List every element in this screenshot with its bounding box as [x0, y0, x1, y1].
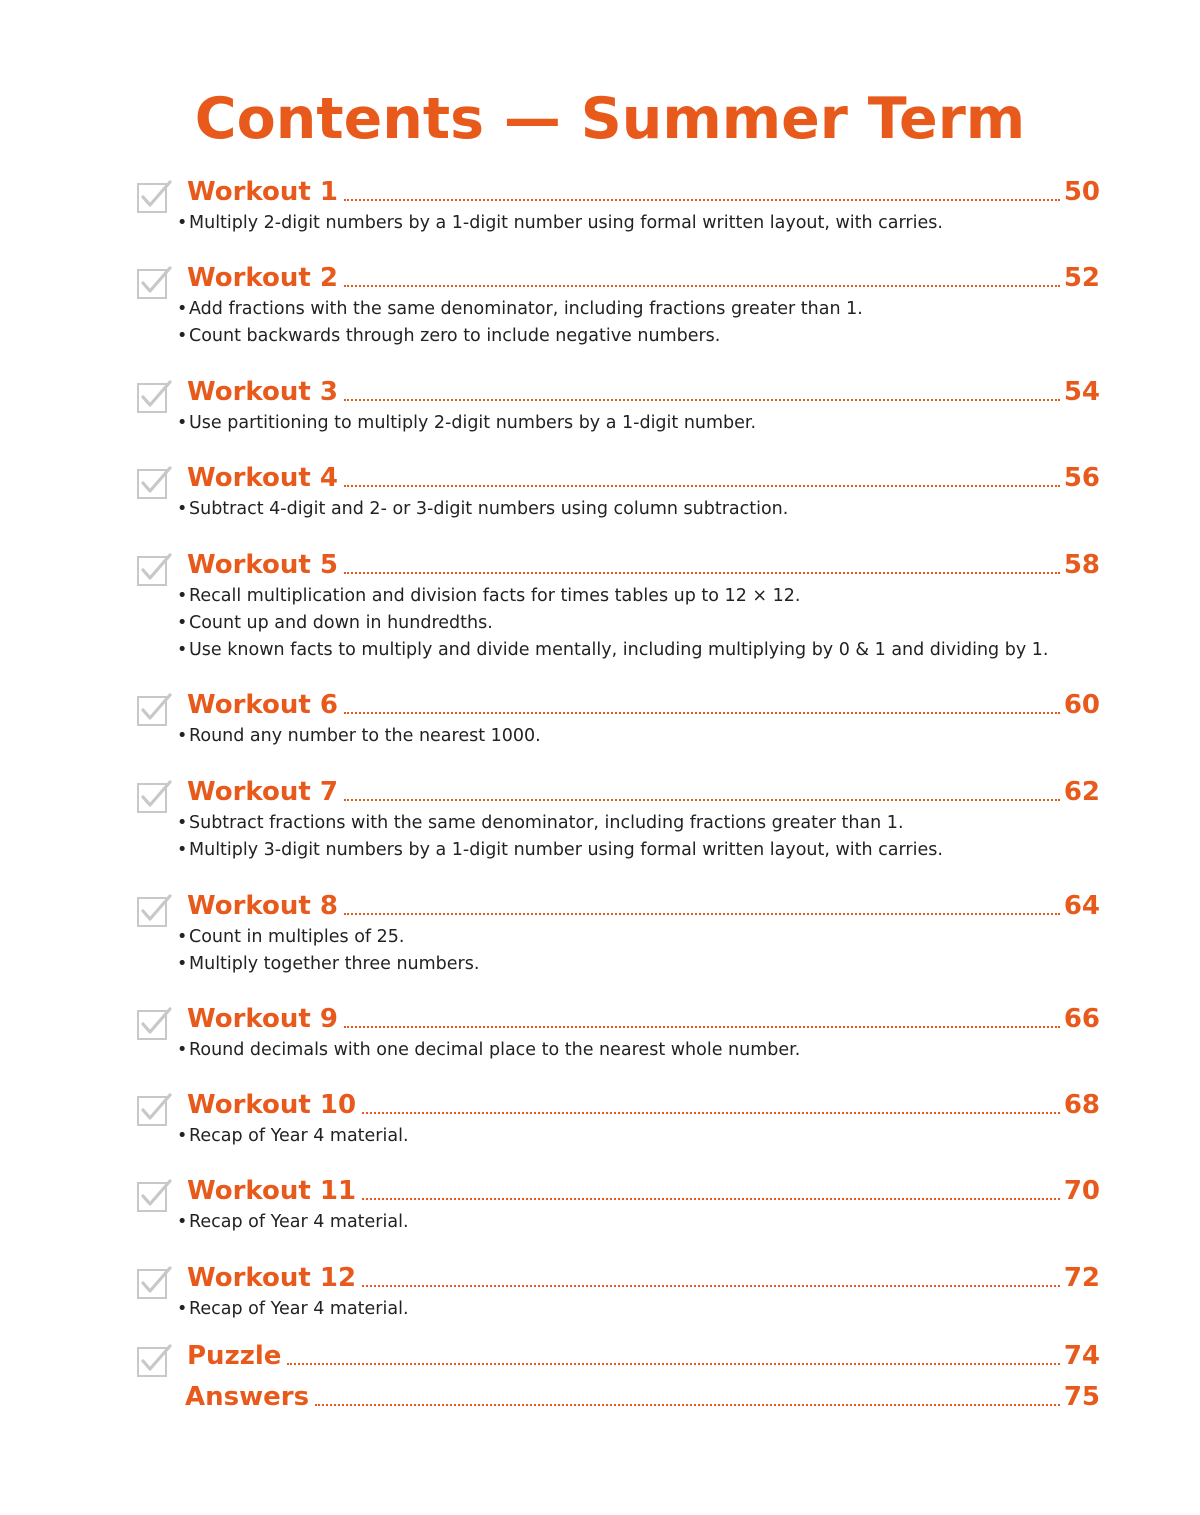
toc-objective-text: Multiply 2-digit numbers by a 1-digit number using formal written layout, with carries.: [189, 213, 943, 233]
toc-objective-text: Recap of Year 4 material.: [189, 1126, 409, 1146]
toc-page-number: 62: [1063, 777, 1100, 807]
toc-page-number: 66: [1063, 1004, 1100, 1034]
toc-objective-item: [177, 1209, 409, 1236]
toc-objective-text: Round decimals with one decimal place to the nearest whole number.: [189, 1040, 801, 1060]
toc-heading-label: Workout 3: [187, 377, 338, 407]
toc-objective-text: Multiply together three numbers.: [189, 954, 480, 974]
toc-page-number: 58: [1063, 550, 1100, 580]
bullet-icon: •: [177, 1126, 188, 1146]
toc-heading-row[interactable]: [187, 1256, 1100, 1294]
toc-objective-item: [177, 210, 943, 237]
toc-heading-row[interactable]: [187, 1334, 1100, 1372]
checkbox-tick-icon[interactable]: [137, 466, 171, 500]
toc-heading-row[interactable]: [187, 456, 1100, 494]
toc-heading-row[interactable]: [187, 1083, 1100, 1121]
bullet-icon: •: [177, 726, 188, 746]
checkbox-tick-icon[interactable]: [137, 1179, 171, 1213]
toc-objectives-list: [177, 210, 943, 237]
dot-leader: [344, 572, 1060, 574]
checkbox-tick-icon[interactable]: [137, 894, 171, 928]
toc-objective-text: Subtract 4-digit and 2- or 3-digit numbers using column subtraction.: [189, 499, 789, 519]
bullet-icon: •: [177, 586, 188, 606]
checkbox-tick-icon[interactable]: [137, 380, 171, 414]
bullet-icon: •: [177, 499, 188, 519]
toc-page-number: 72: [1063, 1263, 1100, 1293]
bullet-icon: •: [177, 1040, 188, 1060]
checkbox-tick-icon[interactable]: [137, 780, 171, 814]
toc-heading-label: Workout 6: [187, 690, 338, 720]
toc-objective-item: [177, 323, 863, 350]
toc-page-number: 68: [1063, 1090, 1100, 1120]
page-title: Contents — Summer Term: [194, 86, 1026, 152]
toc-heading-label: Workout 2: [187, 263, 338, 293]
bullet-icon: •: [177, 813, 188, 833]
dot-leader: [344, 1026, 1060, 1028]
toc-objectives-list: [177, 924, 479, 978]
bullet-icon: •: [177, 640, 188, 660]
dot-leader: [362, 1285, 1060, 1287]
toc-objective-item: [177, 583, 1048, 610]
toc-objectives-list: [177, 583, 1048, 664]
toc-objectives-list: [177, 296, 863, 350]
toc-objective-text: Use partitioning to multiply 2-digit numbers by a 1-digit number.: [189, 413, 757, 433]
toc-page-number: 74: [1063, 1341, 1100, 1371]
toc-objectives-list: [177, 1296, 409, 1323]
bullet-icon: •: [177, 326, 188, 346]
dot-leader: [362, 1112, 1060, 1114]
checkbox-tick-icon[interactable]: [137, 1007, 171, 1041]
toc-heading-label: Workout 12: [187, 1263, 357, 1293]
toc-heading-row[interactable]: [187, 370, 1100, 408]
toc-objective-item: [177, 1123, 409, 1150]
toc-page-number: 64: [1063, 891, 1100, 921]
toc-objectives-list: [177, 810, 943, 864]
toc-heading-label: Workout 8: [187, 891, 338, 921]
dot-leader: [344, 799, 1060, 801]
dot-leader: [344, 399, 1060, 401]
dot-leader: [362, 1198, 1060, 1200]
checkbox-tick-icon[interactable]: [137, 1093, 171, 1127]
toc-objective-item: [177, 496, 788, 523]
toc-objective-text: Recall multiplication and division facts for times tables up to 12 × 12.: [189, 586, 801, 606]
toc-heading-label: Workout 1: [187, 177, 338, 207]
bullet-icon: •: [177, 299, 188, 319]
toc-page-number: 54: [1063, 377, 1100, 407]
bullet-icon: •: [177, 1212, 188, 1232]
dot-leader: [344, 199, 1060, 201]
toc-heading-label: Workout 10: [187, 1090, 357, 1120]
dot-leader: [344, 485, 1060, 487]
toc-objective-text: Recap of Year 4 material.: [189, 1212, 409, 1232]
dot-leader: [287, 1363, 1059, 1365]
toc-objective-text: Count in multiples of 25.: [189, 927, 405, 947]
toc-objective-item: [177, 1037, 800, 1064]
toc-objective-text: Count backwards through zero to include negative numbers.: [189, 326, 721, 346]
dot-leader: [315, 1404, 1060, 1406]
dot-leader: [344, 913, 1060, 915]
toc-objective-text: Multiply 3-digit numbers by a 1-digit number using formal written layout, with carries.: [189, 840, 943, 860]
checkbox-tick-icon[interactable]: [137, 180, 171, 214]
toc-heading-row[interactable]: [187, 170, 1100, 208]
toc-heading-row[interactable]: [185, 1375, 1100, 1413]
toc-heading-row[interactable]: [187, 1169, 1100, 1207]
bullet-icon: •: [177, 927, 188, 947]
toc-objective-text: Use known facts to multiply and divide mentally, including multiplying by 0 & 1 and dividing by 1.: [189, 640, 1049, 660]
toc-objective-text: Count up and down in hundredths.: [189, 613, 493, 633]
toc-heading-row[interactable]: [187, 884, 1100, 922]
bullet-icon: •: [177, 213, 188, 233]
toc-page-number: 70: [1063, 1176, 1100, 1206]
toc-objective-item: [177, 723, 541, 750]
toc-heading-label: Workout 4: [187, 463, 338, 493]
toc-heading-label: Workout 9: [187, 1004, 338, 1034]
dot-leader: [344, 285, 1060, 287]
toc-objective-item: [177, 924, 479, 951]
bullet-icon: •: [177, 413, 188, 433]
bullet-icon: •: [177, 613, 188, 633]
toc-heading-row[interactable]: [187, 770, 1100, 808]
toc-objectives-list: [177, 410, 756, 437]
toc-objective-item: [177, 837, 943, 864]
toc-page-number: 56: [1063, 463, 1100, 493]
toc-page-number: 52: [1063, 263, 1100, 293]
toc-objective-item: [177, 410, 756, 437]
bullet-icon: •: [177, 1299, 188, 1319]
toc-heading-label: Puzzle: [187, 1341, 282, 1371]
dot-leader: [344, 712, 1060, 714]
bullet-icon: •: [177, 954, 188, 974]
toc-objective-item: [177, 951, 479, 978]
toc-heading-row[interactable]: [187, 256, 1100, 294]
toc-objective-text: Add fractions with the same denominator, including fractions greater than 1.: [189, 299, 863, 319]
toc-objectives-list: [177, 1123, 409, 1150]
checkbox-tick-icon[interactable]: [137, 693, 171, 727]
toc-heading-label: Workout 11: [187, 1176, 357, 1206]
toc-objectives-list: [177, 1209, 409, 1236]
toc-heading-label: Workout 7: [187, 777, 338, 807]
toc-page-number: 50: [1063, 177, 1100, 207]
bullet-icon: •: [177, 840, 188, 860]
toc-objective-item: [177, 637, 1048, 664]
toc-objectives-list: [177, 496, 788, 523]
toc-page-number: 60: [1063, 690, 1100, 720]
toc-heading-label: Workout 5: [187, 550, 338, 580]
toc-objectives-list: [177, 1037, 800, 1064]
toc-heading-label: Answers: [185, 1382, 310, 1412]
toc-objectives-list: [177, 723, 541, 750]
toc-page-number: 75: [1063, 1382, 1100, 1412]
checkbox-tick-icon[interactable]: [137, 266, 171, 300]
toc-objective-item: [177, 810, 943, 837]
toc-objective-item: [177, 296, 863, 323]
checkbox-tick-icon[interactable]: [137, 1266, 171, 1300]
checkbox-tick-icon[interactable]: [137, 1344, 171, 1378]
toc-objective-text: Subtract fractions with the same denominator, including fractions greater than 1.: [189, 813, 904, 833]
toc-heading-row[interactable]: [187, 683, 1100, 721]
toc-objective-item: [177, 610, 1048, 637]
toc-heading-row[interactable]: [187, 997, 1100, 1035]
toc-objective-text: Round any number to the nearest 1000.: [189, 726, 541, 746]
checkbox-tick-icon[interactable]: [137, 553, 171, 587]
toc-objective-text: Recap of Year 4 material.: [189, 1299, 409, 1319]
toc-heading-row[interactable]: [187, 543, 1100, 581]
toc-objective-item: [177, 1296, 409, 1323]
